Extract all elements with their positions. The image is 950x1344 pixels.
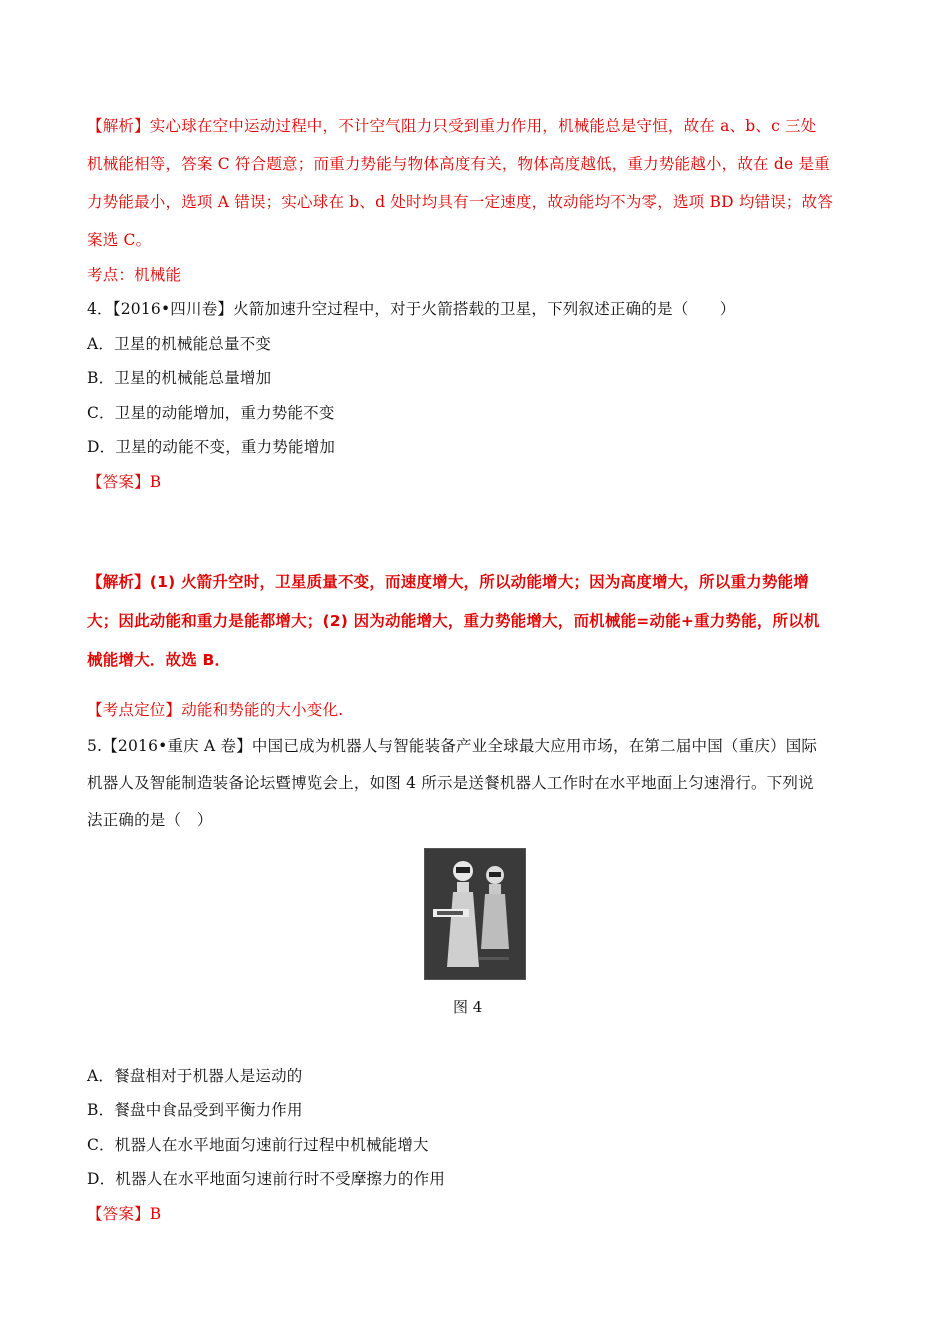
q4-option-b: B．卫星的机械能总量增加 <box>87 369 272 387</box>
q4-option-d: D．卫星的动能不变，重力势能增加 <box>87 438 336 456</box>
q4-answer: 【答案】B <box>87 473 162 491</box>
q5-option-b: B．餐盘中食品受到平衡力作用 <box>87 1101 303 1119</box>
q4-analysis-line-3: 械能增大．故选 B． <box>87 651 231 669</box>
q5-option-a: A．餐盘相对于机器人是运动的 <box>87 1067 303 1085</box>
q4-analysis-line-1: 【解析】(1) 火箭升空时，卫星质量不变，而速度增大，所以动能增大；因为高度增大，所以重力势能增 <box>87 573 809 591</box>
q3-analysis-line-2: 机械能相等，答案 C 符合题意；而重力势能与物体高度有关，物体高度越低，重力势能越小，故在 de 是重 <box>87 155 830 173</box>
q3-analysis-line-1: 【解析】实心球在空中运动过程中，不计空气阻力只受到重力作用，机械能总是守恒，故在 a、b、c 三处 <box>87 117 817 135</box>
q3-analysis-line-4: 案选 C。 <box>87 231 152 249</box>
q4-option-c: C．卫星的动能增加，重力势能不变 <box>87 404 335 422</box>
robot-figure <box>424 848 526 980</box>
q3-analysis-line-3: 力势能最小，选项 A 错误；实心球在 b、d 处时均具有一定速度，故动能均不为零，选项 BD 均错误；故答 <box>87 193 834 211</box>
q4-kaodian: 【考点定位】动能和势能的大小变化. <box>87 701 344 719</box>
q4-option-a: A．卫星的机械能总量不变 <box>87 335 272 353</box>
q5-stem-line-3: 法正确的是（ ） <box>87 811 213 829</box>
figure-caption: 图 4 <box>453 998 483 1016</box>
q5-option-d: D．机器人在水平地面匀速前行时不受摩擦力的作用 <box>87 1170 446 1188</box>
q5-answer: 【答案】B <box>87 1205 162 1223</box>
q5-stem-line-1: 5.【2016•重庆 A 卷】中国已成为机器人与智能装备产业全球最大应用市场，在第二届中国（重庆）国际 <box>87 737 818 755</box>
q5-option-c: C．机器人在水平地面匀速前行过程中机械能增大 <box>87 1136 429 1154</box>
q4-stem: 4．【2016•四川卷】火箭加速升空过程中，对于火箭搭载的卫星，下列叙述正确的是（ ） <box>87 300 736 318</box>
q4-analysis-line-2: 大；因此动能和重力是能都增大；(2) 因为动能增大，重力势能增大，而机械能=动能+重力势能，所以机 <box>87 612 820 630</box>
q3-kaodian: 考点：机械能 <box>87 266 182 284</box>
q5-stem-line-2: 机器人及智能制造装备论坛暨博览会上，如图 4 所示是送餐机器人工作时在水平地面上匀速滑行。下列说 <box>87 774 814 792</box>
